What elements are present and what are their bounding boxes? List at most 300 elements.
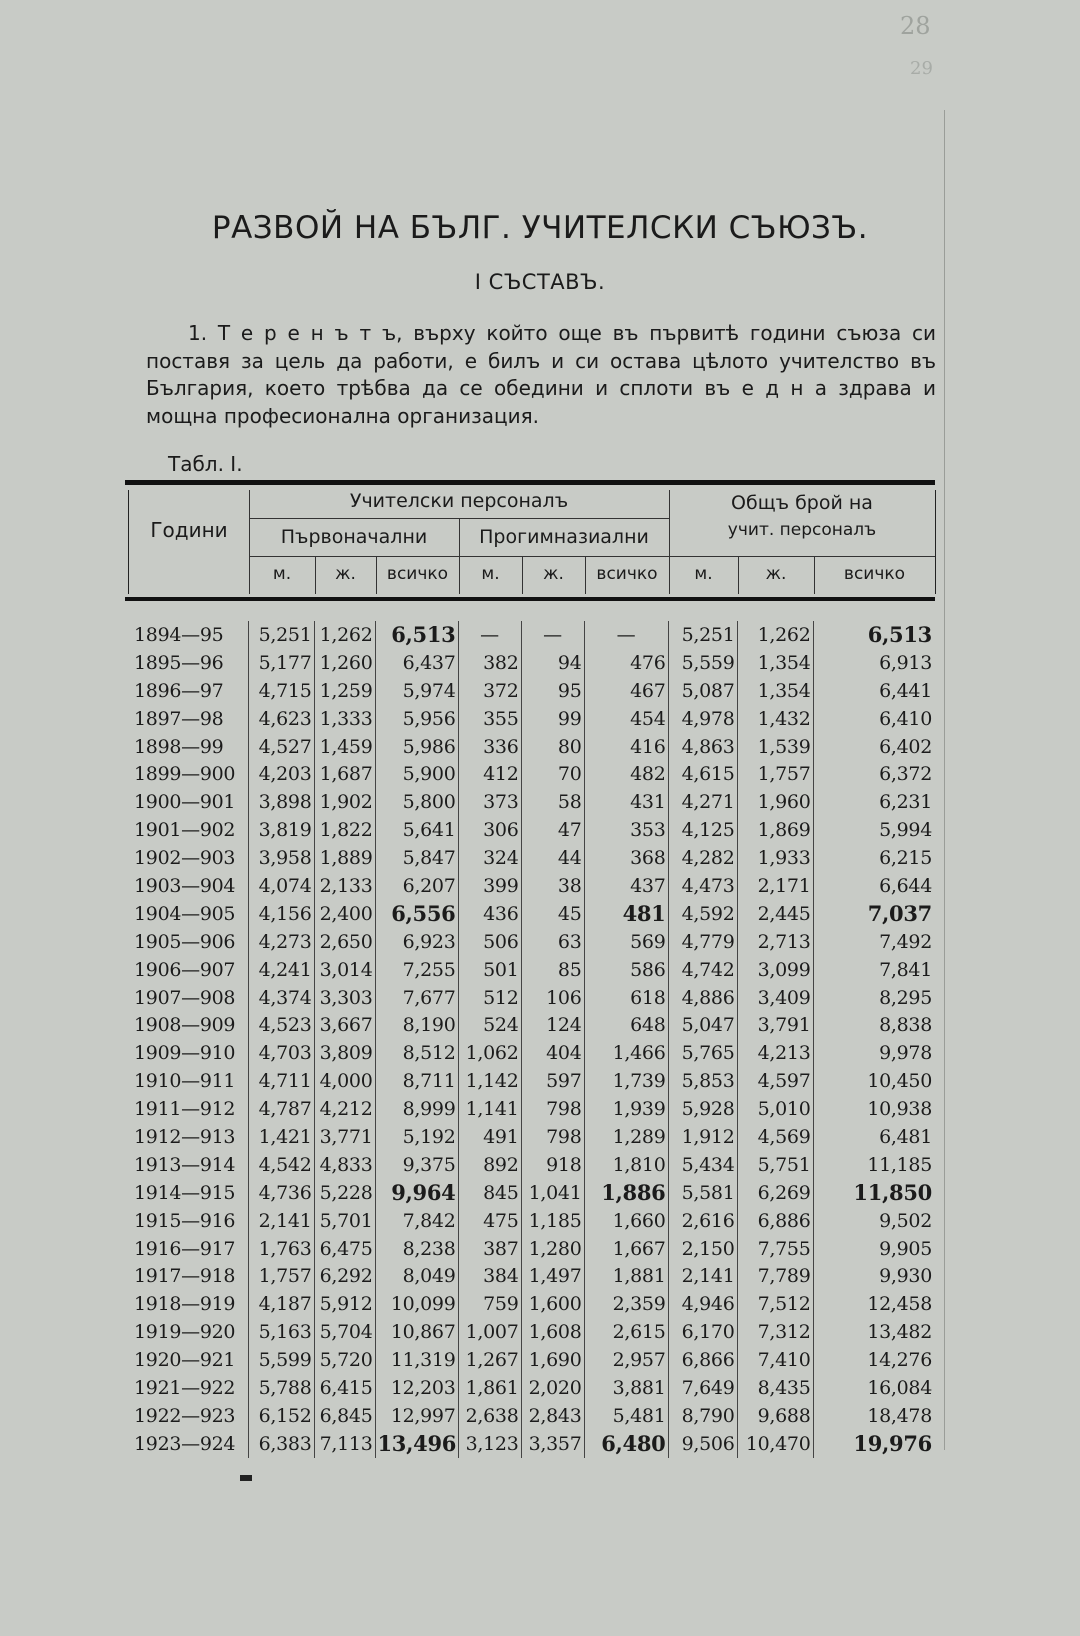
value-cell: 5,481 xyxy=(584,1402,668,1430)
value-cell: 4,156 xyxy=(248,900,314,928)
value-cell: 5,251 xyxy=(248,621,314,649)
value-cell: 1,902 xyxy=(314,788,375,816)
section-subtitle: I СЪСТАВЪ. xyxy=(474,270,606,294)
value-cell: 8,838 xyxy=(813,1011,934,1039)
table-row xyxy=(128,1011,934,1039)
value-cell: — xyxy=(521,621,584,649)
value-cell: 506 xyxy=(458,928,521,956)
value-cell: 3,409 xyxy=(737,984,813,1012)
value-cell: 3,099 xyxy=(737,956,813,984)
value-cell: 431 xyxy=(584,788,668,816)
value-cell: 4,779 xyxy=(668,928,737,956)
page-title: РАЗВОЙ НА БЪЛГ. УЧИТЕЛСКИ СЪЮЗЪ. xyxy=(211,210,869,246)
value-cell: 586 xyxy=(584,956,668,984)
value-cell: 124 xyxy=(521,1011,584,1039)
value-cell: 1,869 xyxy=(737,816,813,844)
value-cell: 5,853 xyxy=(668,1067,737,1095)
value-cell: 11,319 xyxy=(375,1346,458,1374)
value-cell: 569 xyxy=(584,928,668,956)
value-cell: 6,402 xyxy=(813,733,934,761)
value-cell: 6,231 xyxy=(813,788,934,816)
value-cell: 10,470 xyxy=(737,1430,813,1458)
value-cell: 416 xyxy=(584,733,668,761)
value-cell: 1,739 xyxy=(584,1067,668,1095)
value-cell: 6,644 xyxy=(813,872,934,900)
table-row xyxy=(128,816,934,844)
header-progym-f: ж. xyxy=(543,564,564,584)
value-cell: — xyxy=(584,621,668,649)
year-cell: 1912—913 xyxy=(134,1125,236,1148)
value-cell: 5,177 xyxy=(248,649,314,677)
value-cell: 6,383 xyxy=(248,1430,314,1458)
table-row xyxy=(128,1374,934,1402)
value-cell: 95 xyxy=(521,677,584,705)
value-cell: 5,751 xyxy=(737,1151,813,1179)
value-cell: 8,295 xyxy=(813,984,934,1012)
data-table xyxy=(128,621,934,1458)
value-cell: 2,445 xyxy=(737,900,813,928)
value-cell: 6,415 xyxy=(314,1374,375,1402)
table-caption: Табл. I. xyxy=(168,452,243,476)
table-row xyxy=(128,900,934,928)
table-row xyxy=(128,621,934,649)
value-cell: 4,787 xyxy=(248,1095,314,1123)
value-cell: 1,608 xyxy=(521,1318,584,1346)
value-cell: 7,037 xyxy=(813,900,934,928)
value-cell: 1,757 xyxy=(248,1262,314,1290)
value-cell: 6,292 xyxy=(314,1262,375,1290)
value-cell: 353 xyxy=(584,816,668,844)
value-cell: 2,141 xyxy=(248,1207,314,1235)
value-cell: 5,788 xyxy=(248,1374,314,1402)
value-cell: 5,986 xyxy=(375,733,458,761)
value-cell: 336 xyxy=(458,733,521,761)
value-cell: 2,650 xyxy=(314,928,375,956)
value-cell: 3,809 xyxy=(314,1039,375,1067)
value-cell: 4,886 xyxy=(668,984,737,1012)
value-cell: 12,458 xyxy=(813,1290,934,1318)
header-total-line1: Общъ брой на xyxy=(731,492,873,514)
header-progym-m: м. xyxy=(481,564,500,584)
value-cell: 2,616 xyxy=(668,1207,737,1235)
value-cell: 4,212 xyxy=(314,1095,375,1123)
table-row xyxy=(128,649,934,677)
value-cell: 58 xyxy=(521,788,584,816)
value-cell: 5,956 xyxy=(375,705,458,733)
value-cell: 476 xyxy=(584,649,668,677)
value-cell: 501 xyxy=(458,956,521,984)
value-cell: 3,898 xyxy=(248,788,314,816)
table-top-rule xyxy=(125,480,935,485)
value-cell: 6,845 xyxy=(314,1402,375,1430)
print-mark xyxy=(240,1475,252,1481)
value-cell: 1,466 xyxy=(584,1039,668,1067)
header-total-m: м. xyxy=(694,564,713,584)
value-cell: 4,569 xyxy=(737,1123,813,1151)
value-cell: 4,597 xyxy=(737,1067,813,1095)
header-divider xyxy=(249,518,669,519)
value-cell: 9,964 xyxy=(375,1179,458,1207)
header-teachers: Учителски персоналъ xyxy=(349,490,569,512)
value-cell: 3,357 xyxy=(521,1430,584,1458)
value-cell: 85 xyxy=(521,956,584,984)
value-cell: 404 xyxy=(521,1039,584,1067)
value-cell: 10,450 xyxy=(813,1067,934,1095)
value-cell: 3,667 xyxy=(314,1011,375,1039)
value-cell: 382 xyxy=(458,649,521,677)
value-cell: 1,600 xyxy=(521,1290,584,1318)
value-cell: 798 xyxy=(521,1095,584,1123)
value-cell: 5,581 xyxy=(668,1179,737,1207)
value-cell: 1,062 xyxy=(458,1039,521,1067)
value-cell: 482 xyxy=(584,760,668,788)
value-cell: 6,269 xyxy=(737,1179,813,1207)
value-cell: 4,527 xyxy=(248,733,314,761)
value-cell: 3,771 xyxy=(314,1123,375,1151)
value-cell: 1,185 xyxy=(521,1207,584,1235)
value-cell: 6,475 xyxy=(314,1235,375,1263)
header-primary: Първоначални xyxy=(280,526,428,548)
header-divider xyxy=(249,556,935,557)
value-cell: 18,478 xyxy=(813,1402,934,1430)
value-cell: 1,687 xyxy=(314,760,375,788)
year-cell: 1901—902 xyxy=(134,819,236,842)
value-cell: 4,742 xyxy=(668,956,737,984)
value-cell: 4,623 xyxy=(248,705,314,733)
value-cell: 8,999 xyxy=(375,1095,458,1123)
year-cell: 1911—912 xyxy=(134,1098,236,1121)
value-cell: 63 xyxy=(521,928,584,956)
value-cell: 384 xyxy=(458,1262,521,1290)
value-cell: 5,974 xyxy=(375,677,458,705)
value-cell: 6,513 xyxy=(813,621,934,649)
header-total-line2: учит. персоналъ xyxy=(727,520,877,540)
value-cell: 1,886 xyxy=(584,1179,668,1207)
value-cell: 3,958 xyxy=(248,844,314,872)
value-cell: 5,900 xyxy=(375,760,458,788)
value-cell: 1,260 xyxy=(314,649,375,677)
value-cell: 4,523 xyxy=(248,1011,314,1039)
value-cell: 5,765 xyxy=(668,1039,737,1067)
table-row xyxy=(128,1095,934,1123)
value-cell: 491 xyxy=(458,1123,521,1151)
year-cell: 1907—908 xyxy=(134,986,236,1009)
value-cell: 5,599 xyxy=(248,1346,314,1374)
value-cell: 1,667 xyxy=(584,1235,668,1263)
value-cell: 2,843 xyxy=(521,1402,584,1430)
value-cell: 9,930 xyxy=(813,1262,934,1290)
year-cell: 1923—924 xyxy=(134,1432,236,1455)
value-cell: 1,041 xyxy=(521,1179,584,1207)
value-cell: 4,074 xyxy=(248,872,314,900)
value-cell: 7,512 xyxy=(737,1290,813,1318)
value-cell: 5,704 xyxy=(314,1318,375,1346)
value-cell: 1,539 xyxy=(737,733,813,761)
value-cell: 94 xyxy=(521,649,584,677)
value-cell: 5,994 xyxy=(813,816,934,844)
value-cell: 2,141 xyxy=(668,1262,737,1290)
value-cell: 1,939 xyxy=(584,1095,668,1123)
value-cell: 1,763 xyxy=(248,1235,314,1263)
value-cell: 6,372 xyxy=(813,760,934,788)
value-cell: 1,822 xyxy=(314,816,375,844)
value-cell: 106 xyxy=(521,984,584,1012)
page-number: 28 xyxy=(900,12,931,40)
value-cell: 355 xyxy=(458,705,521,733)
value-cell: 1,889 xyxy=(314,844,375,872)
year-cell: 1916—917 xyxy=(134,1237,236,1260)
year-cell: 1898—99 xyxy=(134,735,224,758)
value-cell: 5,800 xyxy=(375,788,458,816)
value-cell: 1,354 xyxy=(737,677,813,705)
table-row xyxy=(128,788,934,816)
value-cell: 3,123 xyxy=(458,1430,521,1458)
year-cell: 1894—95 xyxy=(134,623,224,646)
value-cell: 1,141 xyxy=(458,1095,521,1123)
value-cell: 1,267 xyxy=(458,1346,521,1374)
value-cell: 5,192 xyxy=(375,1123,458,1151)
value-cell: 12,203 xyxy=(375,1374,458,1402)
value-cell: 12,997 xyxy=(375,1402,458,1430)
table-row xyxy=(128,677,934,705)
value-cell: 6,410 xyxy=(813,705,934,733)
value-cell: 1,690 xyxy=(521,1346,584,1374)
table-row xyxy=(128,1151,934,1179)
value-cell: 5,928 xyxy=(668,1095,737,1123)
value-cell: 1,333 xyxy=(314,705,375,733)
page-number-faint: 29 xyxy=(910,58,933,79)
value-cell: 412 xyxy=(458,760,521,788)
value-cell: 7,492 xyxy=(813,928,934,956)
value-cell: 5,087 xyxy=(668,677,737,705)
value-cell: 3,881 xyxy=(584,1374,668,1402)
value-cell: 4,711 xyxy=(248,1067,314,1095)
value-cell: 6,437 xyxy=(375,649,458,677)
value-cell: 2,615 xyxy=(584,1318,668,1346)
year-cell: 1897—98 xyxy=(134,707,224,730)
value-cell: 7,649 xyxy=(668,1374,737,1402)
value-cell: 8,790 xyxy=(668,1402,737,1430)
year-cell: 1921—922 xyxy=(134,1376,236,1399)
value-cell: 7,410 xyxy=(737,1346,813,1374)
table-row xyxy=(128,1123,934,1151)
value-cell: 7,113 xyxy=(314,1430,375,1458)
value-cell: 19,976 xyxy=(813,1430,934,1458)
value-cell: 4,592 xyxy=(668,900,737,928)
value-cell: 44 xyxy=(521,844,584,872)
value-cell: 918 xyxy=(521,1151,584,1179)
year-cell: 1914—915 xyxy=(134,1181,236,1204)
value-cell: 892 xyxy=(458,1151,521,1179)
value-cell: 70 xyxy=(521,760,584,788)
table-row xyxy=(128,872,934,900)
value-cell: 512 xyxy=(458,984,521,1012)
value-cell: 16,084 xyxy=(813,1374,934,1402)
value-cell: 467 xyxy=(584,677,668,705)
value-cell: 2,400 xyxy=(314,900,375,928)
value-cell: 2,359 xyxy=(584,1290,668,1318)
value-cell: 372 xyxy=(458,677,521,705)
value-cell: 618 xyxy=(584,984,668,1012)
value-cell: 80 xyxy=(521,733,584,761)
value-cell: 1,142 xyxy=(458,1067,521,1095)
body-paragraph: 1. Т е р е н ъ т ъ, върху който още въ първитѣ години съюза си поставя за цель да работи, е билъ и си остава цѣлото учителство въ България, което трѣбва да се обедини и сплоти въ е д н а здрава и мощна професионална организация. xyxy=(146,321,936,428)
year-cell: 1909—910 xyxy=(134,1042,236,1065)
table-row xyxy=(128,1402,934,1430)
header-progymnasium: Прогимназиални xyxy=(479,526,649,548)
value-cell: 9,905 xyxy=(813,1235,934,1263)
value-cell: 6,913 xyxy=(813,649,934,677)
value-cell: 475 xyxy=(458,1207,521,1235)
value-cell: 14,276 xyxy=(813,1346,934,1374)
value-cell: 5,251 xyxy=(668,621,737,649)
table-row xyxy=(128,928,934,956)
value-cell: 6,480 xyxy=(584,1430,668,1458)
table-header-rule xyxy=(125,597,935,601)
value-cell: 373 xyxy=(458,788,521,816)
year-cell: 1917—918 xyxy=(134,1265,236,1288)
header-primary-m: м. xyxy=(272,564,292,584)
value-cell: 1,280 xyxy=(521,1235,584,1263)
value-cell: 9,375 xyxy=(375,1151,458,1179)
value-cell: 648 xyxy=(584,1011,668,1039)
value-cell: 4,978 xyxy=(668,705,737,733)
value-cell: 9,506 xyxy=(668,1430,737,1458)
value-cell: 1,810 xyxy=(584,1151,668,1179)
value-cell: 2,171 xyxy=(737,872,813,900)
year-cell: 1913—914 xyxy=(134,1153,236,1176)
table-row xyxy=(128,1290,934,1318)
value-cell: 1,912 xyxy=(668,1123,737,1151)
value-cell: 5,228 xyxy=(314,1179,375,1207)
value-cell: 4,863 xyxy=(668,733,737,761)
value-cell: 4,000 xyxy=(314,1067,375,1095)
value-cell: 1,421 xyxy=(248,1123,314,1151)
year-cell: 1895—96 xyxy=(134,651,224,674)
year-cell: 1906—907 xyxy=(134,958,236,981)
value-cell: 1,881 xyxy=(584,1262,668,1290)
value-cell: 4,703 xyxy=(248,1039,314,1067)
value-cell: 4,187 xyxy=(248,1290,314,1318)
value-cell: 6,556 xyxy=(375,900,458,928)
value-cell: 7,677 xyxy=(375,984,458,1012)
value-cell: 1,960 xyxy=(737,788,813,816)
table-row xyxy=(128,733,934,761)
value-cell: 6,170 xyxy=(668,1318,737,1346)
value-cell: 759 xyxy=(458,1290,521,1318)
value-cell: 5,720 xyxy=(314,1346,375,1374)
value-cell: 1,660 xyxy=(584,1207,668,1235)
value-cell: 7,841 xyxy=(813,956,934,984)
value-cell: 3,819 xyxy=(248,816,314,844)
value-cell: 1,861 xyxy=(458,1374,521,1402)
value-cell: 45 xyxy=(521,900,584,928)
value-cell: 4,241 xyxy=(248,956,314,984)
year-cell: 1922—923 xyxy=(134,1404,236,1427)
value-cell: 6,923 xyxy=(375,928,458,956)
year-cell: 1905—906 xyxy=(134,930,236,953)
value-cell: 6,152 xyxy=(248,1402,314,1430)
value-cell: 5,701 xyxy=(314,1207,375,1235)
value-cell: 1,007 xyxy=(458,1318,521,1346)
table-row xyxy=(128,760,934,788)
value-cell: 10,938 xyxy=(813,1095,934,1123)
table-row xyxy=(128,1346,934,1374)
value-cell: 11,185 xyxy=(813,1151,934,1179)
header-years: Години xyxy=(150,518,228,542)
table-row xyxy=(128,1430,934,1458)
table-row xyxy=(128,956,934,984)
table-header xyxy=(128,490,936,594)
value-cell: 5,434 xyxy=(668,1151,737,1179)
value-cell: 9,688 xyxy=(737,1402,813,1430)
header-primary-f: ж. xyxy=(335,564,356,584)
value-cell: 1,262 xyxy=(314,621,375,649)
value-cell: 4,946 xyxy=(668,1290,737,1318)
value-cell: 6,207 xyxy=(375,872,458,900)
value-cell: 4,615 xyxy=(668,760,737,788)
year-cell: 1900—901 xyxy=(134,791,236,814)
table-row xyxy=(128,1179,934,1207)
year-cell: 1904—905 xyxy=(134,902,236,925)
value-cell: 4,473 xyxy=(668,872,737,900)
value-cell: 4,542 xyxy=(248,1151,314,1179)
value-cell: 5,847 xyxy=(375,844,458,872)
value-cell: 6,481 xyxy=(813,1123,934,1151)
year-cell: 1902—903 xyxy=(134,847,236,870)
table-row xyxy=(128,1039,934,1067)
value-cell: 4,833 xyxy=(314,1151,375,1179)
value-cell: 4,736 xyxy=(248,1179,314,1207)
value-cell: 38 xyxy=(521,872,584,900)
value-cell: — xyxy=(458,621,521,649)
value-cell: 4,715 xyxy=(248,677,314,705)
value-cell: 7,755 xyxy=(737,1235,813,1263)
value-cell: 6,866 xyxy=(668,1346,737,1374)
value-cell: 4,282 xyxy=(668,844,737,872)
value-cell: 8,190 xyxy=(375,1011,458,1039)
value-cell: 8,512 xyxy=(375,1039,458,1067)
year-cell: 1910—911 xyxy=(134,1070,236,1093)
value-cell: 4,203 xyxy=(248,760,314,788)
value-cell: 481 xyxy=(584,900,668,928)
value-cell: 3,791 xyxy=(737,1011,813,1039)
value-cell: 399 xyxy=(458,872,521,900)
value-cell: 1,354 xyxy=(737,649,813,677)
table-row xyxy=(128,984,934,1012)
page-edge-divider xyxy=(944,110,945,1450)
value-cell: 8,238 xyxy=(375,1235,458,1263)
value-cell: 6,215 xyxy=(813,844,934,872)
table-row xyxy=(128,1067,934,1095)
value-cell: 387 xyxy=(458,1235,521,1263)
value-cell: 1,497 xyxy=(521,1262,584,1290)
value-cell: 10,099 xyxy=(375,1290,458,1318)
year-cell: 1919—920 xyxy=(134,1321,236,1344)
value-cell: 13,496 xyxy=(375,1430,458,1458)
value-cell: 2,133 xyxy=(314,872,375,900)
value-cell: 5,047 xyxy=(668,1011,737,1039)
value-cell: 2,713 xyxy=(737,928,813,956)
value-cell: 4,273 xyxy=(248,928,314,956)
value-cell: 2,150 xyxy=(668,1235,737,1263)
value-cell: 9,502 xyxy=(813,1207,934,1235)
value-cell: 798 xyxy=(521,1123,584,1151)
value-cell: 4,271 xyxy=(668,788,737,816)
value-cell: 1,757 xyxy=(737,760,813,788)
table-row xyxy=(128,1235,934,1263)
value-cell: 7,312 xyxy=(737,1318,813,1346)
